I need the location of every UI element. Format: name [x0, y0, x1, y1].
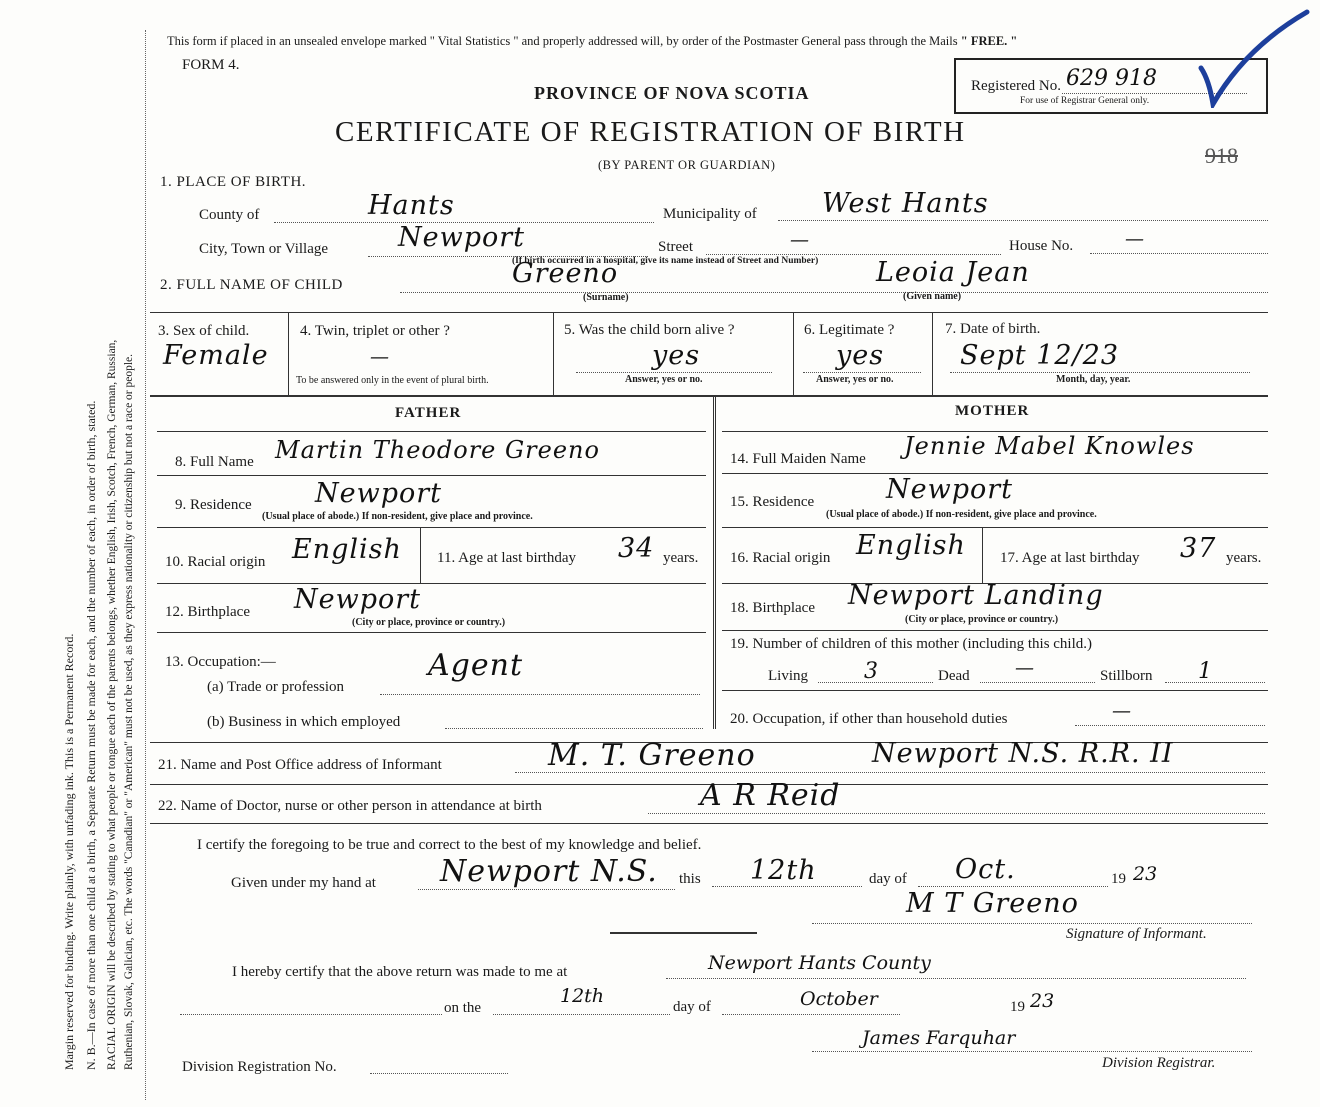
page-title: CERTIFICATE OF REGISTRATION OF BIRTH — [335, 116, 966, 148]
living-value: 3 — [864, 659, 878, 684]
mother-age-value: 37 — [1180, 533, 1217, 564]
mother-racial-value: English — [856, 530, 966, 561]
father-birthplace-value: Newport — [294, 584, 422, 615]
informant-label: 21. Name and Post Office address of Informant — [158, 757, 442, 773]
mother-residence-value: Newport — [886, 474, 1014, 505]
mother-occupation-value: — — [1112, 700, 1131, 722]
alive-answer-note: Answer, yes or no. — [625, 374, 703, 385]
checkmark-icon — [1195, 8, 1315, 108]
child-surname: Greeno — [512, 258, 619, 289]
dead-label: Dead — [938, 668, 970, 684]
registrar-day-of-label: day of — [673, 999, 711, 1015]
street-label: Street — [658, 239, 693, 255]
father-business-label: (b) Business in which employed — [207, 714, 401, 730]
cert-year-prefix: 19 — [1111, 871, 1126, 887]
legitimate-value: yes — [836, 340, 885, 371]
father-residence-label: 9. Residence — [175, 497, 252, 513]
corner-mark: 918 — [1205, 143, 1238, 168]
father-age-label: 11. Age at last birthday — [437, 550, 576, 566]
alive-label: 5. Was the child born alive ? — [564, 322, 735, 338]
registrar-month-value: October — [800, 988, 878, 1010]
legitimate-answer-note: Answer, yes or no. — [816, 374, 894, 385]
house-value: — — [1125, 228, 1144, 250]
registrar-note: For use of Registrar General only. — [1020, 96, 1150, 106]
registrar-signature-caption: Division Registrar. — [1102, 1055, 1216, 1071]
registrar-day-value: 12th — [560, 985, 605, 1007]
dob-value: Sept 12/23 — [960, 340, 1120, 371]
mother-name-label: 14. Full Maiden Name — [730, 451, 866, 467]
father-birthplace-label: 12. Birthplace — [165, 604, 250, 620]
registrar-place-value: Newport Hants County — [708, 952, 931, 974]
certification-statement: I certify the foregoing to be true and correct to the best of my knowledge and belief. — [197, 837, 702, 853]
twin-value: — — [370, 346, 389, 368]
municipality-value: West Hants — [822, 188, 989, 219]
street-value: — — [790, 229, 809, 251]
mother-birthplace-value: Newport Landing — [848, 580, 1104, 611]
father-years-label: years. — [663, 550, 699, 566]
house-label: House No. — [1009, 238, 1074, 254]
stillborn-value: 1 — [1198, 659, 1212, 684]
margin-note-racial-origin: RACIAL ORIGIN will be described by stating to what people or tongue each of the parents belongs, whether English, Irish, Scotch, French, German, Russian, — [106, 339, 118, 1070]
cert-year-value: 23 — [1133, 863, 1158, 885]
mother-racial-label: 16. Racial origin — [730, 550, 831, 566]
father-occupation-label: 13. Occupation:— — [165, 654, 276, 670]
mother-birthplace-label: 18. Birthplace — [730, 600, 815, 616]
margin-note-binding: Margin reserved for binding. Write plainly, with unfading ink. This is a Permanent Record. — [62, 633, 76, 1070]
dead-value: — — [1015, 657, 1034, 679]
county-label: County of — [199, 207, 260, 223]
doctor-name: A R Reid — [700, 778, 841, 813]
this-label: this — [679, 871, 701, 887]
father-name-value: Martin Theodore Greeno — [275, 436, 600, 464]
informant-name: M. T. Greeno — [548, 738, 756, 773]
legitimate-label: 6. Legitimate ? — [804, 322, 895, 338]
mother-occupation-label: 20. Occupation, if other than household duties — [730, 711, 1008, 727]
division-registration-label: Division Registration No. — [182, 1059, 337, 1075]
margin-note-multiple-births: N. B.—In case of more than one child at a birth, a Separate Return must be made for each, and the number of each, in order of birth, stated. — [84, 400, 98, 1070]
mother-birthplace-note: (City or place, province or country.) — [905, 614, 1059, 625]
given-place-value: Newport N.S. — [440, 854, 658, 889]
twin-label: 4. Twin, triplet or other ? — [300, 323, 450, 339]
doctor-label: 22. Name of Doctor, nurse or other person in attendance at birth — [158, 798, 542, 814]
mother-residence-label: 15. Residence — [730, 494, 815, 510]
place-section-heading: 1. PLACE OF BIRTH. — [160, 174, 307, 190]
living-label: Living — [768, 668, 808, 684]
informant-signature-caption: Signature of Informant. — [1066, 926, 1207, 942]
hospital-note: (If birth occurred in a hospital, give its name instead of Street and Number) — [512, 256, 819, 266]
father-racial-label: 10. Racial origin — [165, 554, 266, 570]
given-under-hand-label: Given under my hand at — [231, 875, 376, 891]
cert-month-value: Oct. — [955, 854, 1016, 885]
registrar-signature: James Farquhar — [862, 1027, 1016, 1049]
informant-address: Newport N.S. R.R. II — [872, 738, 1174, 769]
binding-margin-line — [145, 30, 146, 1100]
margin-note-racial-origin-2: Ruthenian, Slovak, Galician, etc. The words "Canadian" or "American" must not be used, as they express nationality or citizenship but not a race or people. — [123, 353, 135, 1070]
registrar-year-prefix: 19 — [1010, 999, 1025, 1015]
form-number: FORM 4. — [182, 57, 240, 73]
children-count-label: 19. Number of children of this mother (including this child.) — [730, 636, 1093, 652]
sex-label: 3. Sex of child. — [158, 323, 250, 339]
alive-value: yes — [652, 340, 701, 371]
child-name-label: 2. FULL NAME OF CHILD — [160, 277, 343, 293]
mother-years-label: years. — [1226, 550, 1262, 566]
father-residence-value: Newport — [315, 478, 443, 509]
sex-value: Female — [163, 340, 269, 371]
county-value: Hants — [368, 190, 455, 221]
informant-signature: M T Greeno — [906, 888, 1079, 919]
father-name-label: 8. Full Name — [175, 454, 254, 470]
registrar-statement: I hereby certify that the above return was made to me at — [232, 964, 568, 980]
child-given-name: Leoia Jean — [876, 257, 1030, 288]
father-trade-value: Agent — [428, 648, 523, 683]
twin-note: To be answered only in the event of plural birth. — [296, 375, 489, 386]
father-birthplace-note: (City or place, province or country.) — [352, 617, 506, 628]
city-value: Newport — [398, 222, 526, 253]
page-subtitle: (BY PARENT OR GUARDIAN) — [598, 158, 776, 172]
mother-heading: MOTHER — [955, 403, 1030, 419]
dob-label: 7. Date of birth. — [945, 321, 1041, 337]
registrar-year-value: 23 — [1030, 990, 1055, 1012]
father-trade-label: (a) Trade or profession — [207, 679, 345, 695]
father-residence-note: (Usual place of abode.) If non-resident, give place and province. — [262, 511, 533, 522]
given-name-caption: (Given name) — [903, 291, 962, 302]
surname-caption: (Surname) — [583, 292, 629, 303]
mother-age-label: 17. Age at last birthday — [1000, 550, 1140, 566]
registered-number: 629 918 — [1066, 66, 1157, 91]
province-heading: PROVINCE OF NOVA SCOTIA — [534, 83, 810, 103]
father-age-value: 34 — [618, 533, 655, 564]
on-the-label: on the — [444, 1000, 482, 1016]
father-racial-value: English — [292, 534, 402, 565]
stillborn-label: Stillborn — [1100, 668, 1153, 684]
cert-day-of-label: day of — [869, 871, 907, 887]
mother-name-value: Jennie Mabel Knowles — [904, 432, 1195, 460]
dob-note: Month, day, year. — [1056, 374, 1131, 385]
mail-notice: This form if placed in an unsealed envelope marked " Vital Statistics " and properly addressed will, by order of the Postmaster General pass through the Mails " FREE. " — [167, 34, 1018, 48]
cert-day-value: 12th — [750, 855, 817, 886]
municipality-label: Municipality of — [663, 206, 757, 222]
father-heading: FATHER — [395, 405, 462, 421]
registered-label: Registered No. — [971, 78, 1061, 94]
mother-residence-note: (Usual place of abode.) If non-resident, give place and province. — [826, 509, 1097, 520]
city-label: City, Town or Village — [199, 241, 329, 257]
